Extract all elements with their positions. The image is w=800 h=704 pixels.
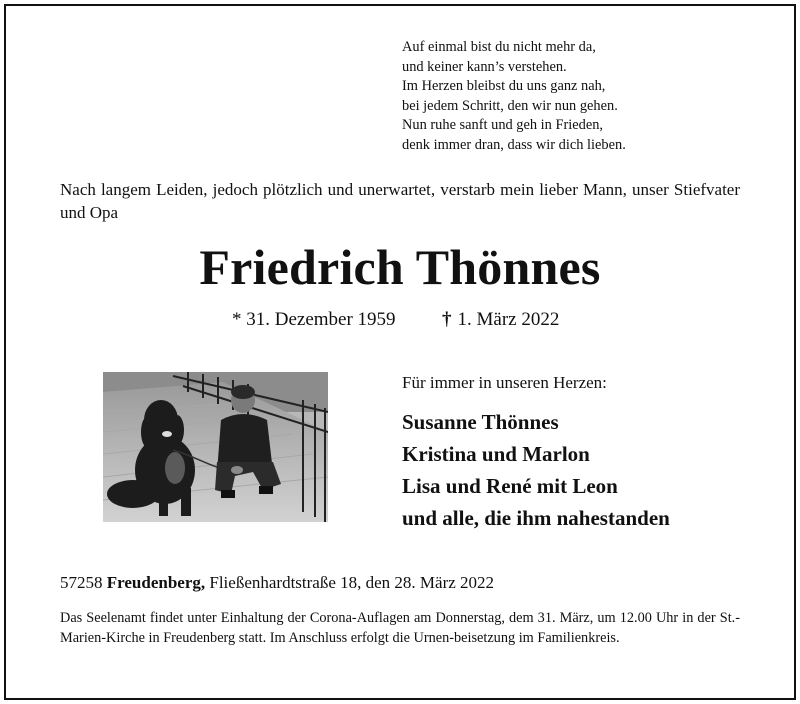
mourner-name: Susanne Thönnes <box>402 410 559 434</box>
photo-drawing <box>103 372 328 522</box>
cross-icon: † <box>442 309 452 330</box>
deceased-name: Friedrich Thönnes <box>199 239 601 295</box>
zip-code: 57258 <box>60 573 103 592</box>
town-name: Freudenberg, <box>106 573 206 592</box>
address-and-date: Fließenhardtstraße 18, den 28. März 2022 <box>209 573 495 592</box>
mourner-name: Lisa und René mit Leon <box>402 474 618 498</box>
mourner-name: und alle, die ihm nahestanden <box>402 506 670 530</box>
death-date: 1. März 2022 <box>457 309 560 330</box>
poem-line: Auf einmal bist du nicht mehr da, <box>402 39 596 55</box>
poem-line: bei jedem Schritt, den wir nun gehen. <box>402 97 618 114</box>
mourners-intro: Für immer in unseren Herzen: <box>402 373 607 392</box>
death-date-line <box>442 308 559 332</box>
portrait-photo <box>103 372 328 522</box>
intro-text: Nach langem Leiden, jedoch plötzlich und unerwartet, verstarb mein lieber Mann, unser Stiefvater und Opa <box>60 180 740 222</box>
place-and-date <box>60 572 494 594</box>
birth-date: * 31. Dezember 1959 <box>232 309 396 330</box>
poem-line: und keiner kann’s verstehen. <box>402 58 567 75</box>
poem-line: denk immer dran, dass wir dich lieben. <box>402 136 626 153</box>
poem-line: Nun ruhe sanft und geh in Frieden, <box>402 117 604 133</box>
mourners-list <box>402 406 670 534</box>
poem-line: Im Herzen bleibst du uns ganz nah, <box>402 78 606 94</box>
mourner-name: Kristina und Marlon <box>402 442 590 466</box>
poem <box>402 38 732 155</box>
funeral-notice: Das Seelenamt findet unter Einhaltung der Corona-Auflagen am Donnerstag, dem 31. März, um 12.00 Uhr in der St.-Marien-Kirche in Freudenberg statt. Im Anschluss erfolgt die Urnen-beisetzung im Familienkreis. <box>60 610 740 646</box>
